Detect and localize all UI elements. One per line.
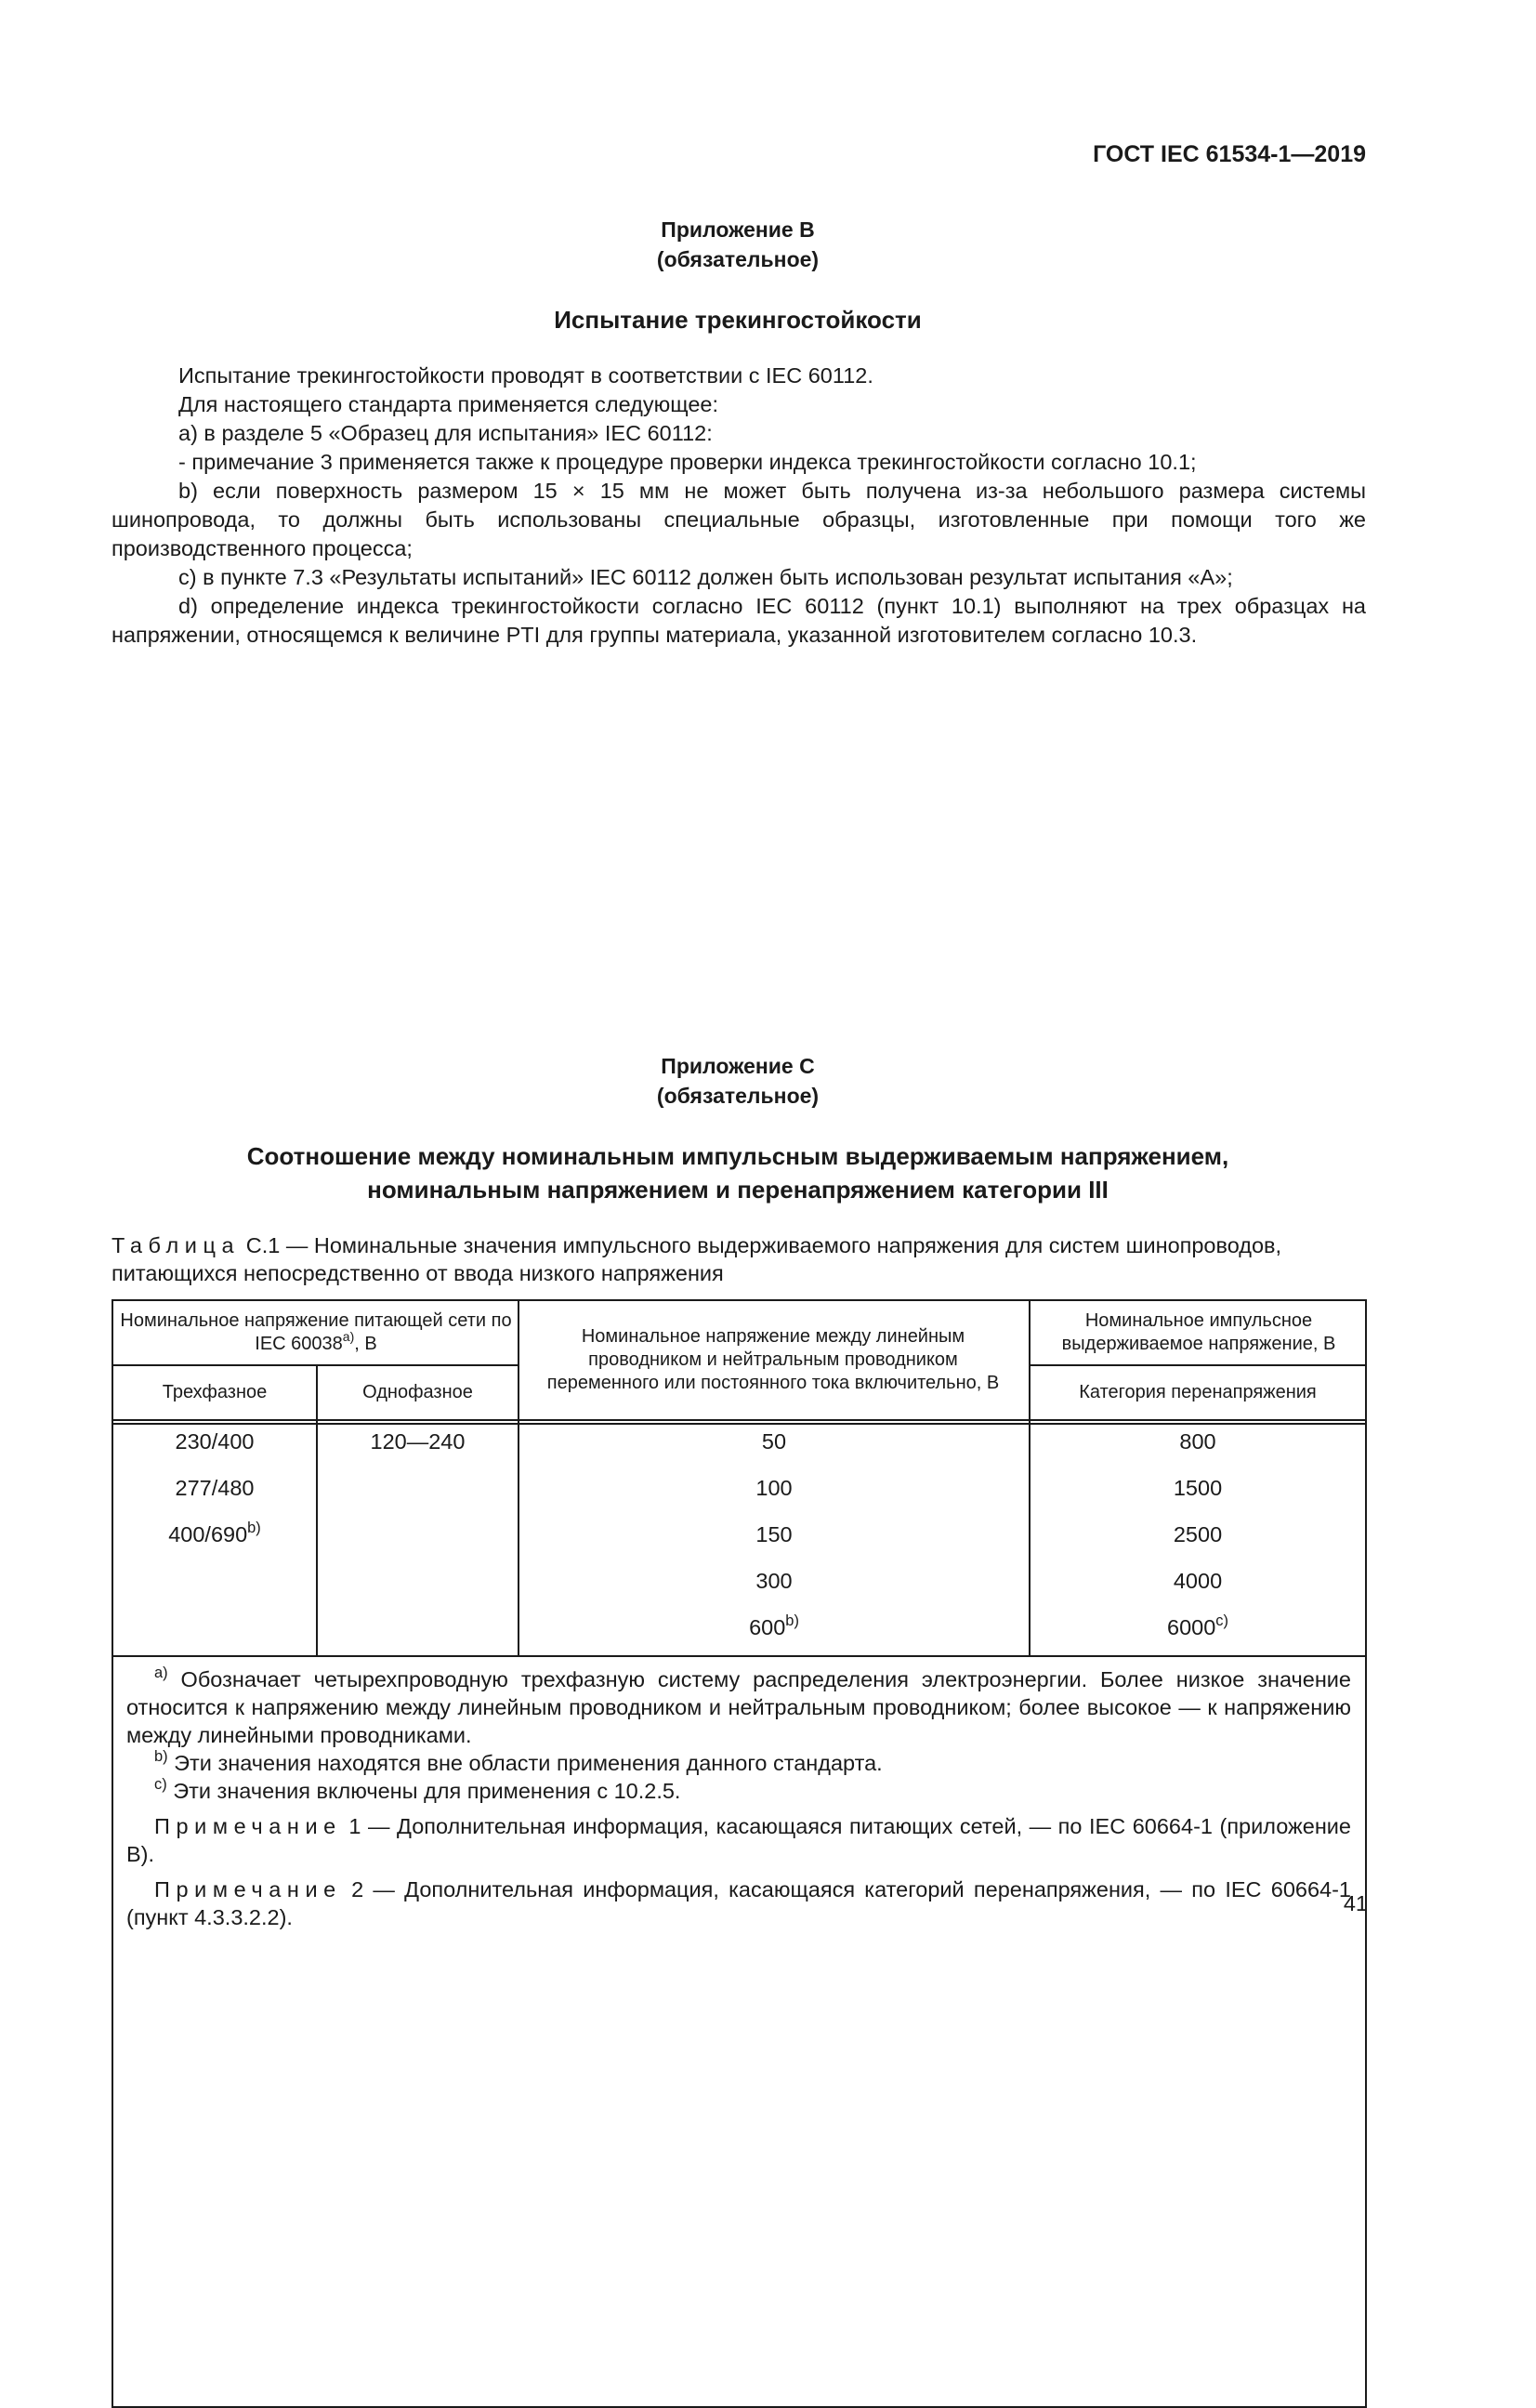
cell-line-neutral: 150 xyxy=(755,1522,793,1546)
appendix-c-status: (обязательное) xyxy=(656,1084,820,1108)
note-2: Примечание 2 — Дополнительная информация, касающаяся категорий перенапряжения, — по IEC 60664-1 (пункт 4.3.3.2.2). xyxy=(126,1877,1351,1929)
appendix-b-label: Приложение В xyxy=(661,217,815,242)
table-caption-text: С.1 — Номинальные значения импульсного выдерживаемого напряжения для систем шинопроводов, питающихся непосредственно от ввода низкого напряжения xyxy=(112,1233,1282,1285)
appendix-c-label: Приложение С xyxy=(661,1054,815,1078)
list-item: d) определение индекса трекингостойкости согласно IEC 60112 (пункт 10.1) выполняют на трех образцах на напряжении, относящемся к величине PTI для группы материала, указанной изготовителем согласно 10.3. xyxy=(112,594,1366,647)
cell-impulse: 1500 xyxy=(1173,1476,1223,1500)
appendix-b-body xyxy=(112,362,1366,650)
cell-three-phase: 230/400 xyxy=(175,1429,255,1454)
table-caption-word: Таблица xyxy=(112,1233,241,1257)
list-item: b) если поверхность размером 15 × 15 мм не может быть получена из-за небольшого размера системы шинопровода, то должны быть использованы специальные образцы, изготовленные при помощи того же производственного процесса; xyxy=(112,479,1366,560)
header-three-phase: Трехфазное xyxy=(162,1382,268,1402)
paragraph: Для настоящего стандарта применяется следующее: xyxy=(178,392,718,416)
appendix-c-title-line2: номинальным напряжением и перенапряжением категории III xyxy=(367,1176,1109,1204)
cell-three-phase: 277/480 xyxy=(175,1476,255,1500)
cell-single-phase: 120—240 xyxy=(370,1429,466,1454)
table-caption xyxy=(112,1231,1366,1287)
cell-three-phase: 400/690$^{b)}$ xyxy=(168,1519,261,1546)
footnote-a: $^{a)}$ Обозначает четырехпроводную трехфазную систему распределения электроэнергии. Более низкое значение относится к напряжению между линейным проводником и нейтральным проводником; более высокое — к напряжению между линейными проводниками. xyxy=(126,1664,1352,1747)
cell-line-neutral: 600$^{b)}$ xyxy=(749,1612,799,1639)
footnote-c: $^{c)}$ Эти значения включены для применения с 10.2.5. xyxy=(154,1775,681,1803)
appendix-b-status: (обязательное) xyxy=(656,247,820,271)
cell-impulse: 6000$^{c)}$ xyxy=(1167,1612,1228,1639)
list-item: с) в пункте 7.3 «Результаты испытаний» IEC 60112 должен быть использован результат испытания «А»; xyxy=(178,565,1233,589)
cell-impulse: 4000 xyxy=(1173,1569,1223,1593)
cell-line-neutral: 300 xyxy=(755,1569,793,1593)
cell-line-neutral: 50 xyxy=(761,1429,787,1454)
header-overvoltage-category: Категория перенапряжения xyxy=(1079,1382,1317,1402)
header-line-neutral-voltage: Номинальное напряжение между линейным проводником и нейтральным проводником переменного или постоянного тока включительно, В xyxy=(546,1326,1000,1393)
list-item: а) в разделе 5 «Образец для испытания» IEC 60112: xyxy=(178,421,713,445)
appendix-c-title-line1: Соотношение между номинальным импульсным выдерживаемым напряжением, xyxy=(246,1142,1229,1170)
table-footnotes xyxy=(126,1665,1351,1931)
header-network-voltage: Номинальное напряжение питающей сети по IEC 60038$^{a)}$, В xyxy=(120,1310,512,1354)
document-designation: ГОСТ IEC 61534-1—2019 xyxy=(1093,141,1366,167)
list-item: - примечание 3 применяется также к процедуре проверки индекса трекингостойкости согласно 10.1; xyxy=(178,450,1197,474)
cell-impulse: 2500 xyxy=(1173,1522,1223,1546)
cell-line-neutral: 100 xyxy=(755,1476,793,1500)
appendix-b-title: Испытание трекингостойкости xyxy=(554,306,922,334)
cell-impulse: 800 xyxy=(1179,1429,1216,1454)
note-1: Примечание 1 — Дополнительная информация, касающаяся питающих сетей, — по IEC 60664-1 (приложение В). xyxy=(126,1814,1351,1866)
footnote-b: $^{b)}$ Эти значения находятся вне области применения данного стандарта. xyxy=(154,1747,883,1775)
header-single-phase: Однофазное xyxy=(362,1382,473,1402)
paragraph: Испытание трекингостойкости проводят в соответствии с IEC 60112. xyxy=(178,363,873,388)
header-impulse-voltage: Номинальное импульсное выдерживаемое напряжение, В xyxy=(1061,1310,1336,1354)
page-number: 41 xyxy=(1343,1891,1368,1915)
